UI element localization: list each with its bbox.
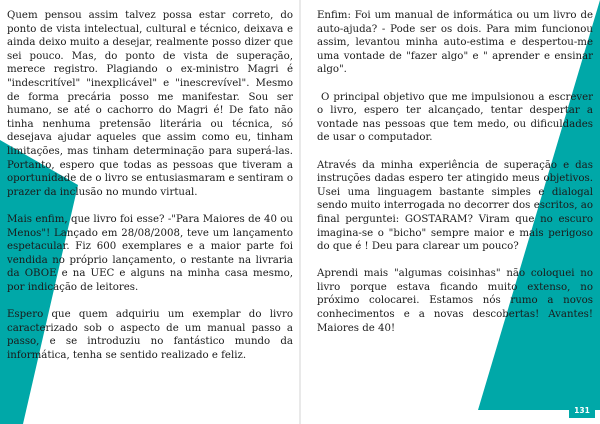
paragraph: O principal objetivo que me impulsionou a escrever o livro, espero ter alcançado, tentar despertar a vontade nas pessoas que tem medo, ou dificuldades de usar o computador.: [317, 91, 593, 144]
right-page: [300, 0, 600, 424]
paragraph: Aprendi mais "algumas coisinhas" não coloquei no livro porque estava ficando muito extenso, no próximo colocarei. Estamos nós rumo a novos conhecimentos e a novas descobertas! Avantes! Maiores de 40!: [317, 268, 593, 334]
paragraph: Enfim: Foi um manual de informática ou um livro de auto-ajuda? - Pode ser os dois. Para mim funcionou assim, levantou minha auto-estima e despertou-me uma vontade de "fazer algo" e " aprender e ensinar algo".: [317, 10, 593, 76]
left-page-text: [7, 9, 293, 376]
paragraph: Mais enfim, que livro foi esse? -"Para Maiores de 40 ou Menos"! Lançado em 28/08/2008, teve um lançamento espetacular. Fiz 600 exemplares e a maior parte foi vendida no próprio lançamento, o restante na livraria da OBOE e na UEC e alguns na minha casa mesmo, por indicação de leitores.: [7, 213, 293, 293]
page-gutter: [299, 0, 301, 424]
paragraph: Quem pensou assim talvez possa estar correto, do ponto de vista intelectual, cultural e técnico, deixava e ainda deixo muito a desejar, realmente posso dizer que sei pouco. Mas, do ponto de vista de superação, merece registro. Plagiando o ex-ministro Magri é "indescritível" "inexplicável" e "inescrevível". Mesmo de forma precária posso me manifestar. Sou ser humano, se até o cachorro do Magri é! De fato não tinha nenhuma pretensão literária ou técnica, só desejava ajudar aqueles que assim como eu, tinham limitações, mas tinham determinação para superá-las. Portanto, espero que todas as pessoas que tiveram a oportunidade de o livro se entusiasmaram e sentiram o prazer da inclusão no mundo virtual.: [7, 10, 293, 198]
page-number: 131: [569, 404, 595, 418]
right-page-text: [317, 9, 593, 349]
paragraph: Através da minha experiência de superação e das instruções dadas espero ter atingido meus objetivos. Usei uma linguagem bastante simples e dialogal sendo muito interrogada no decorrer dos escritos, ao final perguntei: GOSTARAM? Viram que no escuro imagina-se o "bicho" sempre maior e mais perigoso do que é ! Deu para clarear um pouco?: [317, 159, 593, 253]
paragraph: Espero que quem adquiriu um exemplar do livro caracterizado sob o aspecto de um manual passo a passo, e se introduziu no fantástico mundo da informática, tenha se sentido realizado e feliz.: [7, 309, 293, 361]
